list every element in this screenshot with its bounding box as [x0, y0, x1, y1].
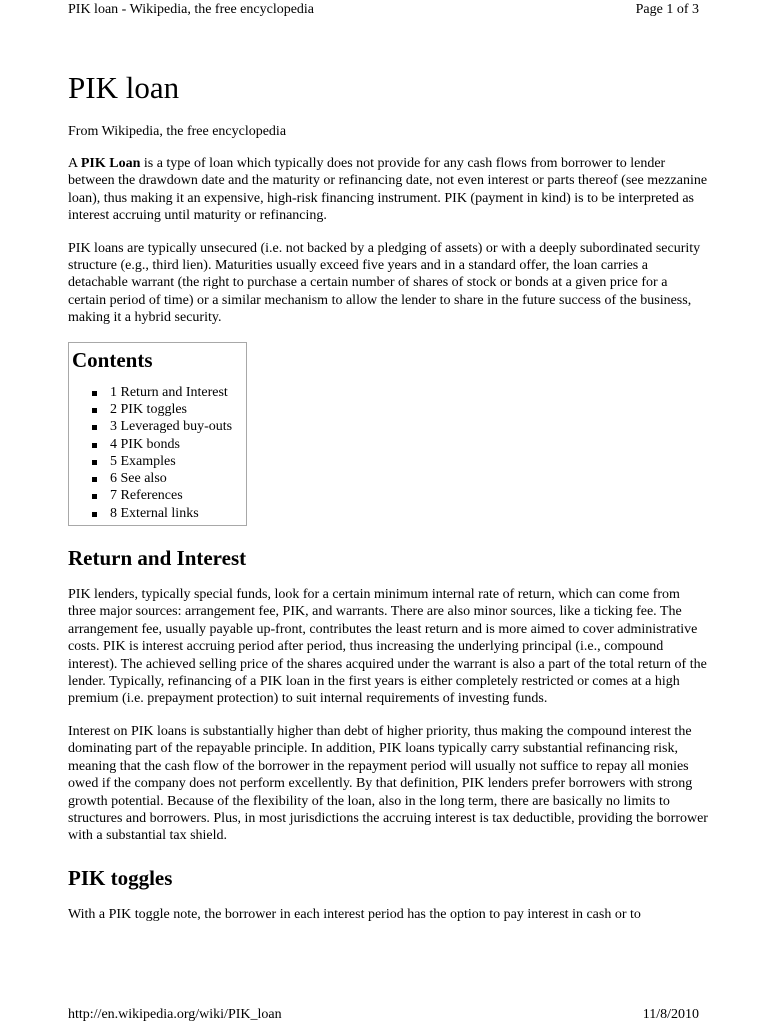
bullet-icon [92, 512, 97, 517]
toggles-paragraph-1: With a PIK toggle note, the borrower in each interest period has the option to pay interest in cash or to [68, 906, 641, 922]
toc-title: Contents [72, 347, 153, 372]
bullet-icon [92, 477, 97, 482]
second-paragraph: PIK loans are typically unsecured (i.e. not backed by a pledging of assets) or with a deeply subordinated security structure (e.g., third lien). Maturities usually exceed five years and in a standard offer, the loan carries a detachable warrant (the right to purchase a certain number of shares of stock or bonds at a given price for a certain period of time) or a similar mechanism to allow the lender to share in the future success of the business, making it a hybrid security. [68, 240, 701, 326]
toc-item[interactable] [92, 487, 243, 504]
table-of-contents [68, 342, 247, 526]
toc-item[interactable] [92, 436, 243, 453]
bullet-icon [92, 425, 97, 430]
print-footer-date: 11/8/2010 [642, 1007, 699, 1022]
toc-item[interactable] [92, 453, 243, 470]
bullet-icon [92, 408, 97, 413]
toc-link-pik-bonds[interactable]: 4 PIK bonds [110, 436, 181, 452]
intro-bold-term: PIK Loan [80, 156, 141, 171]
toc-link-leveraged-buy-outs[interactable]: 3 Leveraged buy-outs [110, 419, 233, 435]
print-header-title: PIK loan - Wikipedia, the free encyclopedia [68, 2, 315, 17]
toc-item[interactable] [92, 470, 243, 487]
section-heading-return-and-interest: Return and Interest [68, 546, 247, 571]
intro-lead: A [68, 156, 81, 171]
toc-item[interactable] [92, 418, 243, 435]
return-paragraph-1: PIK lenders, typically special funds, look for a certain minimum internal rate of return, which can come from three major sources: arrangement fee, PIK, and warrants. There are also minor sources, like a ticking fee. The arrangement fee, usually payable up-front, contributes the least return and is more aimed to cover administrative costs. PIK is interest accruing period after period, thus increasing the underlying principal (i.e., compound interest). The achieved selling price of the shares acquired under the warrant is also a part of the total return of the lender. Typically, refinancing of a PIK loan in the first years is either completely restricted or comes at a high premium (i.e. prepayment protection) to suit internal requirements of investing funds. [68, 587, 707, 707]
toc-link-return-and-interest[interactable]: 1 Return and Interest [110, 384, 228, 400]
toc-item[interactable] [92, 401, 243, 418]
toc-link-pik-toggles[interactable]: 2 PIK toggles [110, 401, 187, 417]
site-subtitle: From Wikipedia, the free encyclopedia [68, 124, 287, 139]
return-paragraph-2: Interest on PIK loans is substantially higher than debt of higher priority, thus making the compound interest the dominating part of the repayable principle. In addition, PIK loans typically carry substantial refinancing risk, meaning that the cash flow of the borrower in the repayment period will usually not suffice to repay all monies owed if the company does not perform excellently. By that definition, PIK lenders prefer borrowers with strong growth potential. Because of the flexibility of the loan, also in the long term, there are basically no limits to structures and borrowers. Plus, in most jurisdictions the accruing interest is tax deductible, providing the borrower with a substantial tax shield. [68, 723, 708, 844]
page-title: PIK loan [68, 70, 180, 105]
article-content [68, 70, 708, 923]
bullet-icon [92, 443, 97, 448]
print-header-page-number: Page 1 of 3 [635, 2, 699, 17]
toc-link-examples[interactable]: 5 Examples [110, 453, 176, 469]
bullet-icon [92, 391, 97, 396]
toc-item[interactable] [92, 505, 243, 522]
bullet-icon [92, 460, 97, 465]
toc-link-references[interactable]: 7 References [110, 488, 183, 504]
intro-paragraph [68, 155, 708, 225]
toc-item[interactable] [92, 384, 243, 401]
toc-link-external-links[interactable]: 8 External links [110, 505, 199, 521]
section-heading-pik-toggles: PIK toggles [68, 865, 173, 890]
print-footer-url: http://en.wikipedia.org/wiki/PIK_loan [68, 1007, 282, 1022]
bullet-icon [92, 494, 97, 499]
toc-link-see-also[interactable]: 6 See also [110, 471, 167, 487]
toc-list [72, 384, 243, 522]
intro-text: is a type of loan which typically does not provide for any cash flows from borrower to lender between the drawdown date and the maturity or refinancing date, not even interest or parts thereof (see mezzanine loan), thus making it an expensive, high-risk financing instrument. PIK (payment in kind) is to be interpreted as interest accruing until maturity or refinancing. [68, 156, 708, 224]
